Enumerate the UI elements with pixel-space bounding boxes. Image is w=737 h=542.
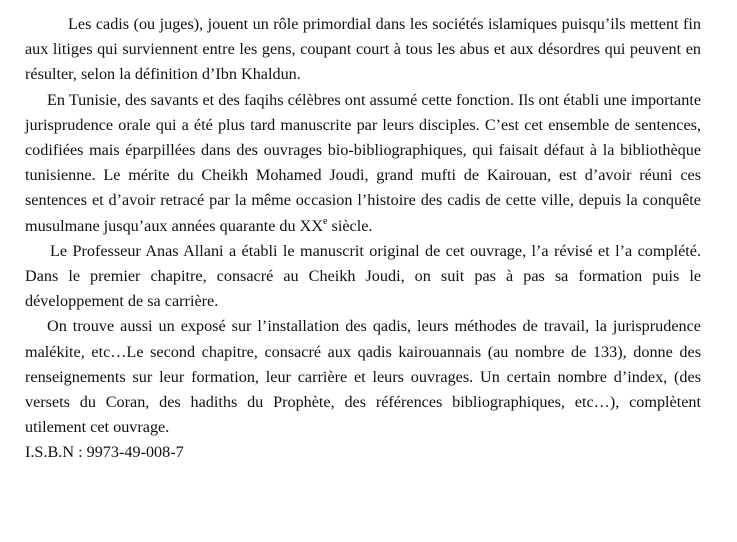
paragraph-professeur: Le Professeur Anas Allani a établi le manuscrit original de cet ouvrage, l’a révisé et l’a complété. Dans le premier chapitre, consacré au Cheikh Joudi, on suit pas à pas sa formation puis le développement de sa carrière. [25,241,701,311]
paragraph-tunisie-ending: siècle. [327,216,373,235]
document-page [25,12,701,466]
paragraph-tunisie [25,88,701,239]
paragraph-expose: On trouve aussi un exposé sur l’installation des qadis, leurs méthodes de travail, la jurisprudence malékite, etc…Le second chapitre, consacré aux qadis kairouannais (au nombre de 133), donne des renseignements sur leur formation, leur carrière et leurs ouvrages. Un certain nombre d’index, (des versets du Coran, des hadiths du Prophète, des références bibliographiques, etc…), complètent utilement cet ouvrage. [25,317,701,437]
isbn-line: I.S.B.N : 9973-49-008-7 [25,443,184,462]
paragraph-tunisie-text: En Tunisie, des savants et des faqihs célèbres ont assumé cette fonction. Ils ont établi une importante jurisprudence orale qui a été plus tard manuscrite par leurs disciples. C’est cet ensemble de sentences, codifiées mais éparpillées dans des ouvrages bio-bibliographiques, qui faisait défaut à la bibliothèque tunisienne. Le mérite du Cheikh Mohamed Joudi, grand mufti de Kairouan, est d’avoir réuni ces sentences et d’avoir retracé par la même occasion l’histoire des cadis de cette ville, depuis la conquête musulmane jusqu’aux années quarante du XX [25,90,701,235]
century-superscript: e [323,215,328,227]
paragraph-intro-cadis: Les cadis (ou juges), jouent un rôle primordial dans les sociétés islamiques puisqu’ils mettent fin aux litiges qui surviennent entre les gens, coupant court à tous les abus et aux désordres qui peuvent en résulter, selon la définition d’Ibn Khaldun. [25,15,701,84]
